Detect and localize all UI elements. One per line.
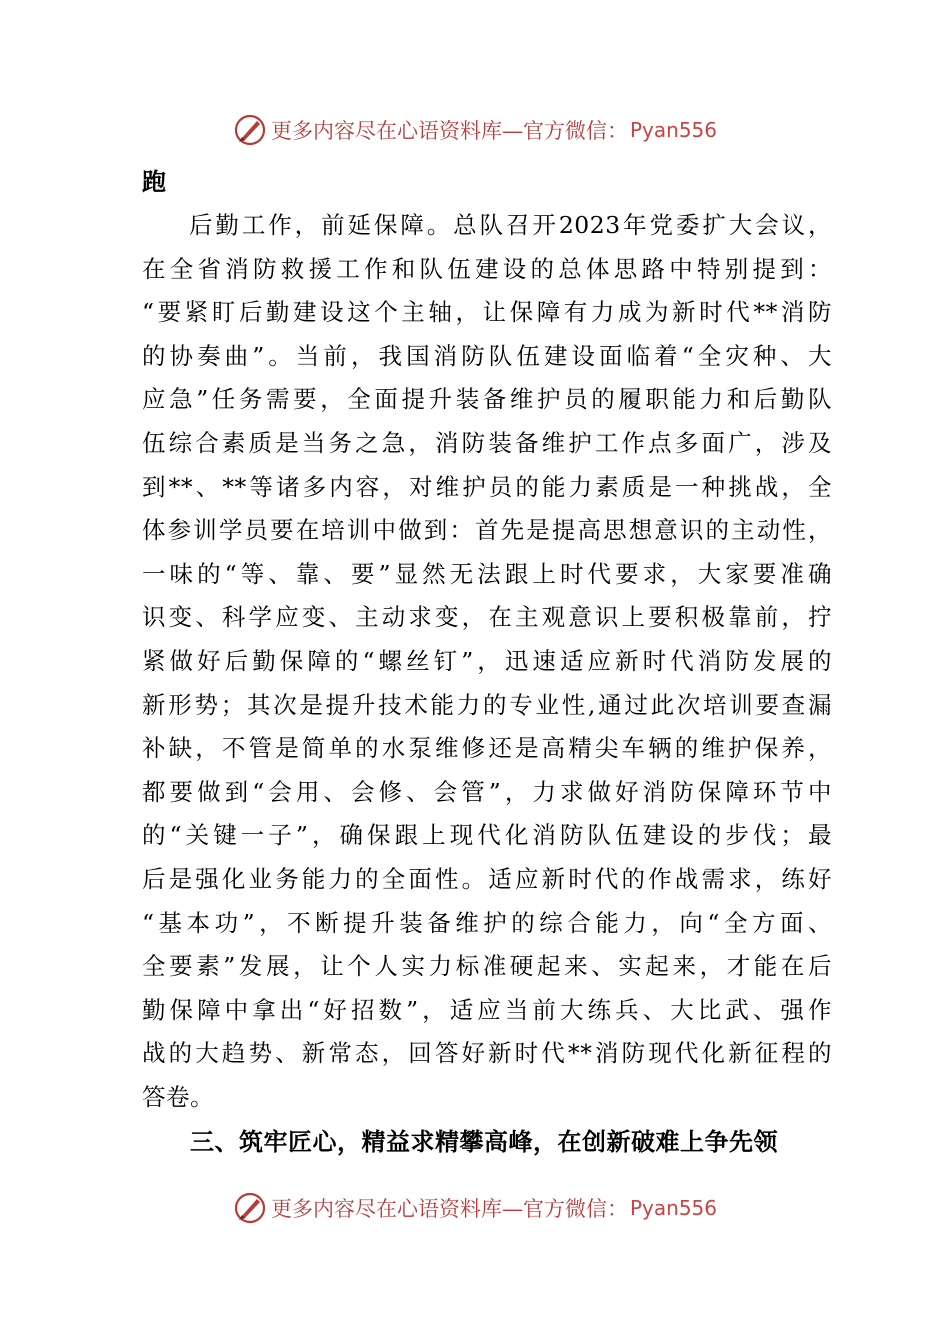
paragraph-line: 在全省消防救援工作和队伍建设的总体思路中特别提到： (142, 254, 832, 283)
paragraph-line: 补缺，不管是简单的水泵维修还是高精尖车辆的维护保养， (142, 734, 832, 763)
pen-logo-icon (233, 1191, 267, 1225)
paragraph-line: 新形势；其次是提升技术能力的专业性,通过此次培训要查漏 (142, 690, 832, 719)
paragraph-line: 勤保障中拿出“好招数”，适应当前大练兵、大比武、强作 (142, 995, 832, 1024)
section-heading: 三、筑牢匠心，精益求精攀高峰，在创新破难上争先领 (190, 1127, 778, 1156)
paragraph-line: 的协奏曲”。当前，我国消防队伍建设面临着“全灾种、大 (142, 341, 832, 370)
header-watermark-banner (0, 112, 950, 148)
paragraph-line: “要紧盯后勤建设这个主轴，让保障有力成为新时代**消防 (142, 298, 832, 327)
body-paragraph (142, 204, 832, 1119)
paragraph-line: 应急”任务需要，全面提升装备维护员的履职能力和后勤队 (142, 385, 832, 414)
paragraph-line: 都要做到“会用、会修、会管”，力求做好消防保障环节中 (142, 777, 832, 806)
footer-watermark-banner (0, 1190, 950, 1226)
paragraph-line: 战的大趋势、新常态，回答好新时代**消防现代化新征程的 (142, 1039, 832, 1068)
banner-wechat-id: Pyan556 (629, 118, 717, 142)
pen-logo-icon (233, 113, 267, 147)
paragraph-line: 一味的“等、靠、要”显然无法跟上时代要求，大家要准确 (142, 559, 832, 588)
paragraph-line: 紧做好后勤保障的“螺丝钉”，迅速适应新时代消防发展的 (142, 646, 832, 675)
paragraph-line: 伍综合素质是当务之急，消防装备维护工作点多面广，涉及 (142, 428, 832, 457)
paragraph-line: 后勤工作，前延保障。总队召开2023年党委扩大会议， (189, 211, 832, 239)
paragraph-line: 识变、科学应变、主动求变，在主观意识上要积极靠前，拧 (142, 603, 832, 632)
paragraph-line: 全要素”发展，让个人实力标准硬起来、实起来，才能在后 (142, 952, 832, 981)
paragraph-line: “基本功”，不断提升装备维护的综合能力，向“全方面、 (142, 908, 832, 937)
paragraph-line: 到**、**等诸多内容，对维护员的能力素质是一种挑战，全 (142, 472, 832, 501)
continued-heading-fragment: 跑 (142, 167, 166, 196)
paragraph-line: 的“关键一子”，确保跟上现代化消防队伍建设的步伐；最 (142, 821, 832, 850)
paragraph-line: 后是强化业务能力的全面性。适应新时代的作战需求，练好 (142, 864, 832, 893)
banner-text: 更多内容尽在心语资料库—官方微信： (270, 119, 628, 143)
paragraph-line: 体参训学员要在培训中做到：首先是提高思想意识的主动性， (142, 516, 832, 545)
banner-wechat-id: Pyan556 (629, 1196, 717, 1220)
paragraph-line: 答卷。 (142, 1082, 214, 1111)
banner-text: 更多内容尽在心语资料库—官方微信： (270, 1197, 628, 1221)
